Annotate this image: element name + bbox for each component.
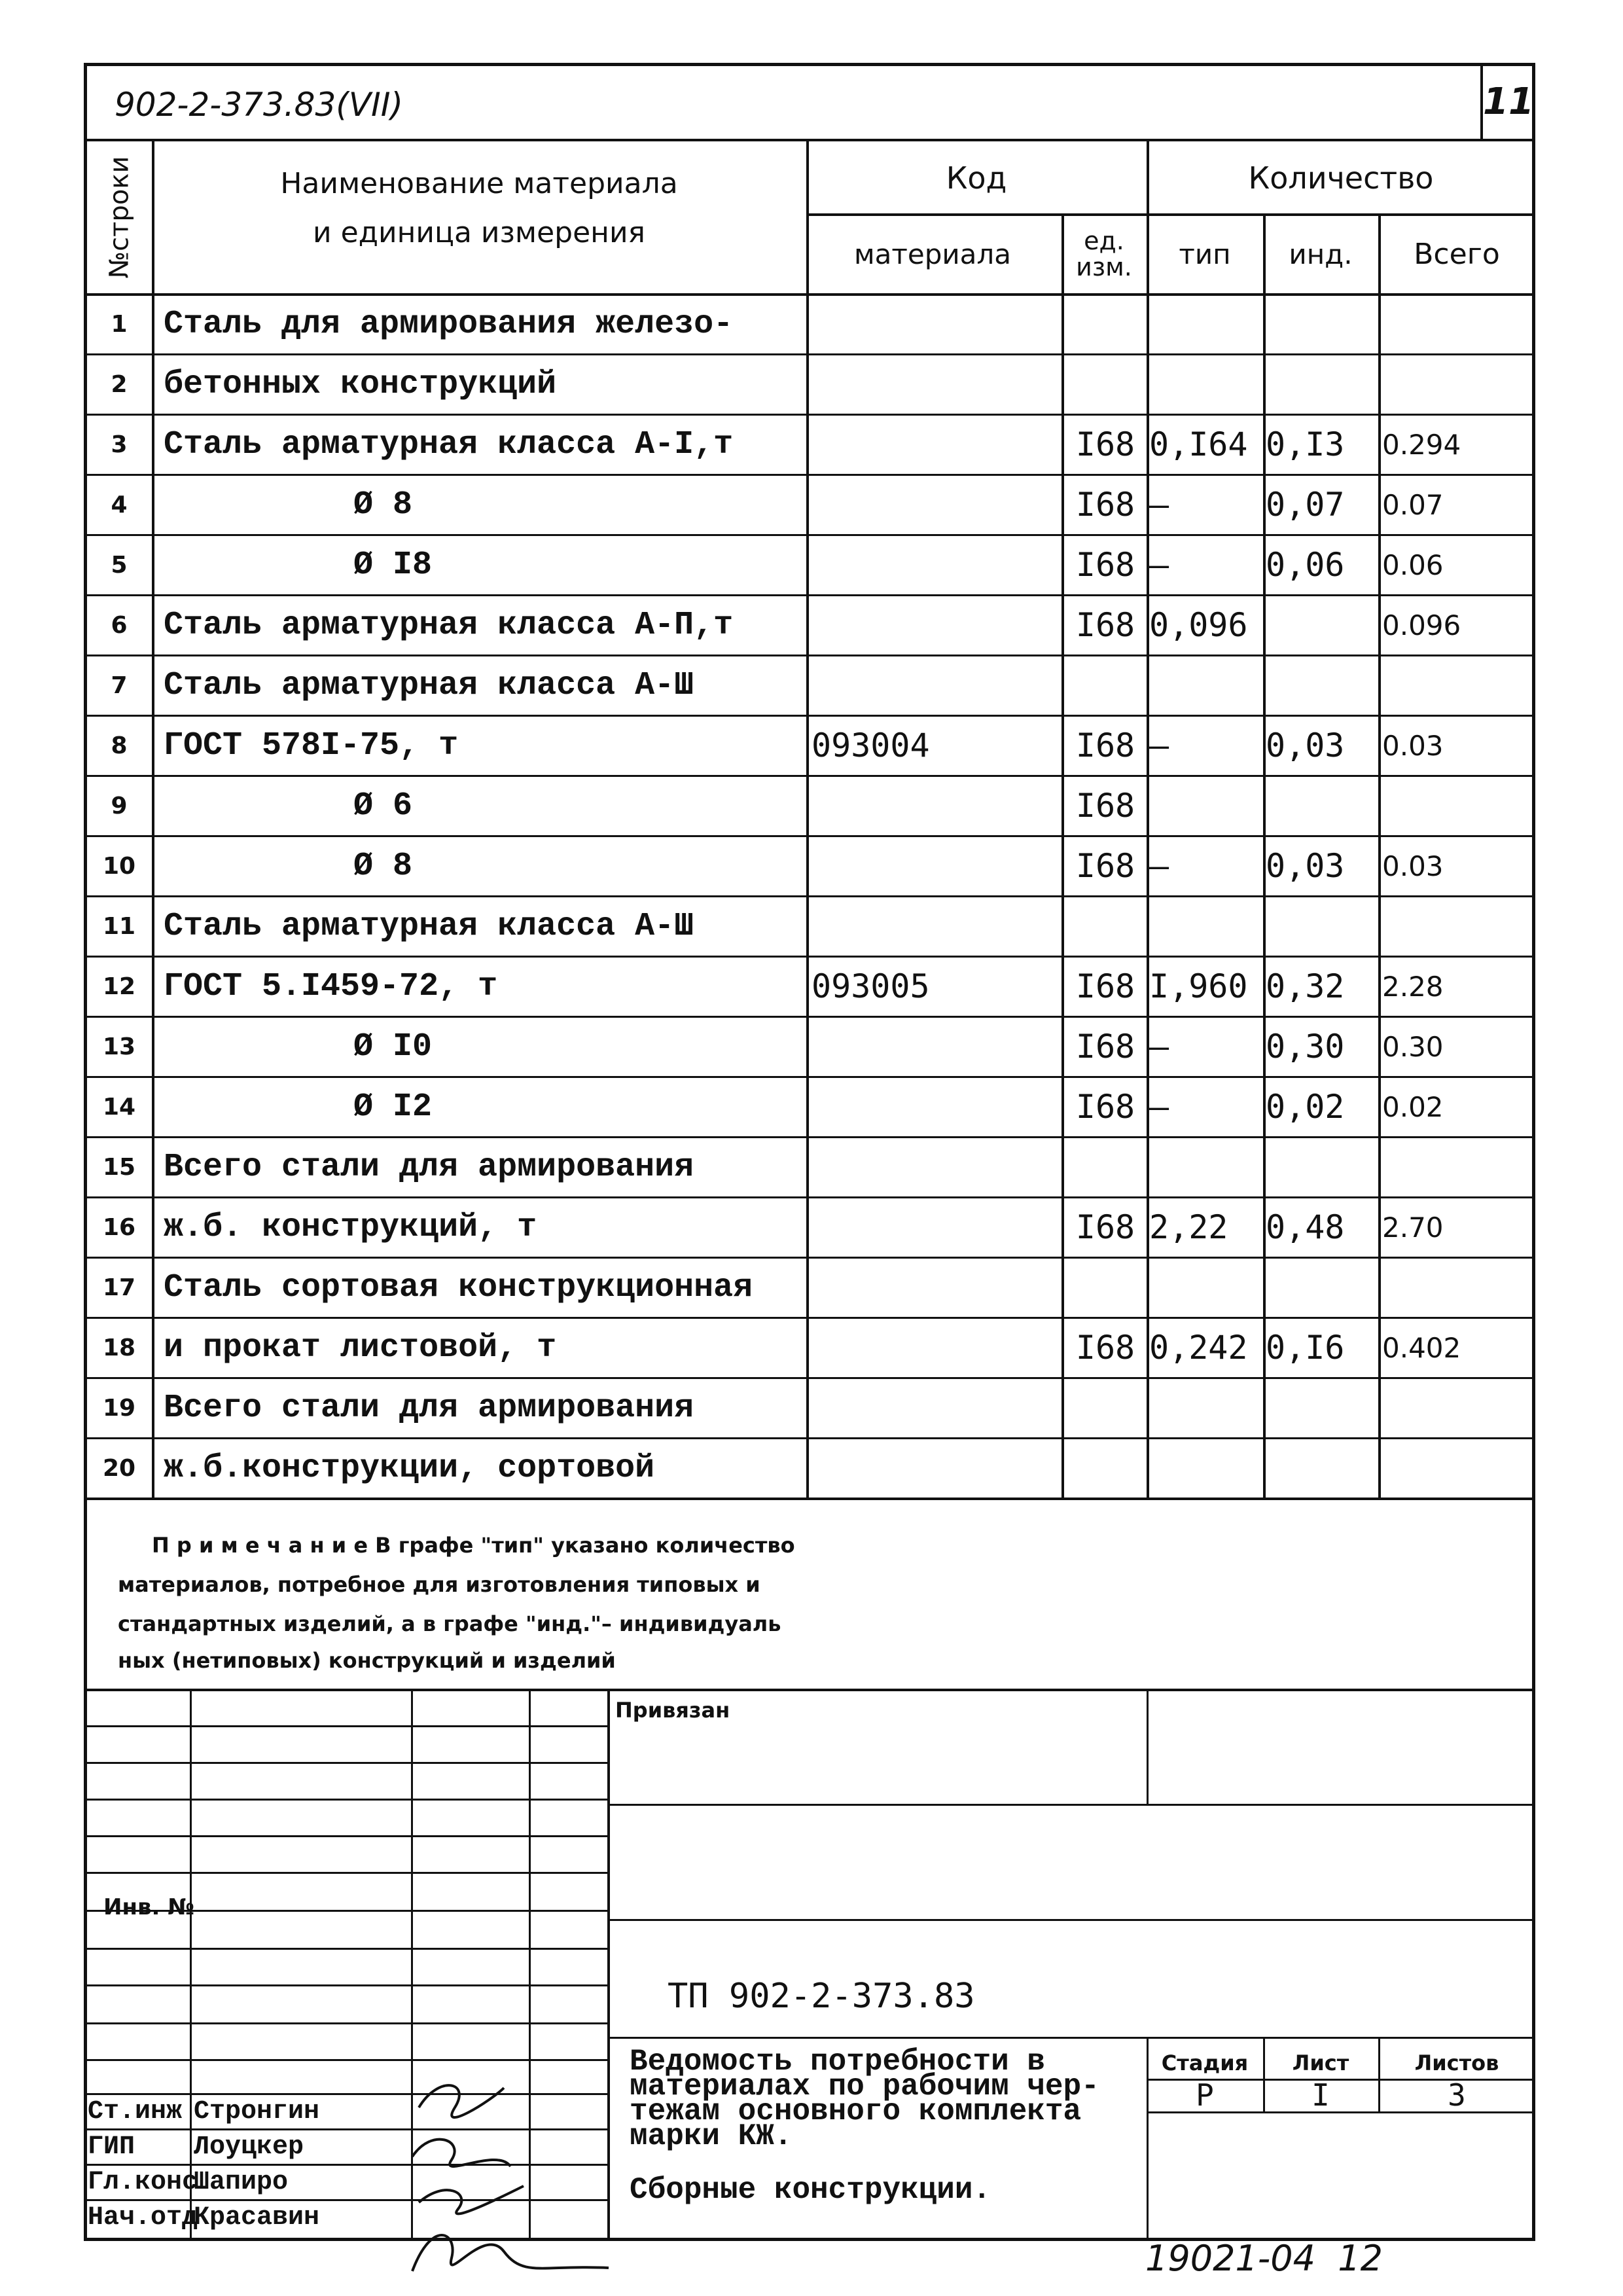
row-15-code-cell (812, 1139, 1060, 1195)
grid-line (84, 1076, 1535, 1078)
sheets-value: 3 (1448, 2077, 1466, 2113)
grid-line (84, 1257, 1535, 1259)
row-12-typ-cell: I,960 (1149, 967, 1248, 1005)
row-11-no-cell: 11 (102, 912, 136, 940)
row-4-unit-cell: I68 (1075, 486, 1135, 524)
row-19-unit-cell (1064, 1380, 1147, 1436)
row-9-typ-cell (1149, 778, 1263, 834)
row-2-name-cell: бетонных конструкций (164, 365, 557, 403)
row-18-ind-cell: 0,I6 (1266, 1329, 1345, 1367)
row-5-unit-cell: I68 (1075, 546, 1135, 584)
row-12-no-cell: 12 (102, 973, 136, 1000)
signer-role: Нач.отд (88, 2202, 198, 2233)
row-5-name-cell: Ø I8 (353, 546, 433, 584)
row-11-total-cell (1382, 898, 1533, 954)
row-17-no-cell: 17 (102, 1274, 136, 1301)
row-15-no-cell: 15 (102, 1153, 136, 1181)
grid-line (84, 956, 1535, 958)
row-20-total-cell (1382, 1440, 1533, 1496)
row-6-ind-cell (1266, 597, 1378, 653)
signer-name: Красавин (194, 2202, 320, 2233)
row-7-code-cell (812, 657, 1060, 713)
signer-role: ГИП (88, 2132, 135, 2162)
row-15-typ-cell (1149, 1139, 1263, 1195)
grid-line (84, 655, 1535, 656)
grid-line (84, 835, 1535, 837)
grid-line (84, 1136, 1535, 1138)
col-unit-header: ед. изм. (1076, 226, 1132, 281)
grid-line (84, 1016, 1535, 1018)
row-11-ind-cell (1266, 898, 1378, 954)
col-typ-header: тип (1179, 238, 1231, 270)
row-16-unit-cell: I68 (1075, 1208, 1135, 1246)
page-number: 11 (1483, 80, 1534, 123)
row-8-typ-cell: – (1149, 726, 1169, 764)
row-4-ind-cell: 0,07 (1266, 486, 1345, 524)
row-3-total-cell: 0.294 (1382, 428, 1461, 461)
row-4-code-cell (812, 476, 1060, 533)
stamp-line (1147, 1689, 1149, 1804)
row-8-no-cell: 8 (111, 732, 128, 759)
row-2-no-cell: 2 (111, 370, 128, 398)
privyazan-label: Привязан (615, 1698, 730, 1723)
grid-line (1378, 213, 1381, 1498)
sheet-title-line-1: Ведомость потребности в (630, 2045, 1045, 2079)
row-3-code-cell (812, 416, 1060, 473)
signer-role: Ст.инж (88, 2096, 183, 2126)
row-8-unit-cell: I68 (1075, 726, 1135, 764)
col-name-header-line1: Наименование материала (280, 166, 678, 200)
row-19-typ-cell (1149, 1380, 1263, 1436)
row-16-total-cell: 2.70 (1382, 1211, 1444, 1244)
grid-line (84, 534, 1535, 536)
row-7-no-cell: 7 (111, 672, 128, 699)
row-6-total-cell: 0.096 (1382, 609, 1461, 641)
col-material-header: материала (853, 238, 1011, 270)
archive-number: 19021-04 12 (1145, 2237, 1383, 2279)
row-9-name-cell: Ø 6 (353, 787, 413, 825)
row-17-unit-cell (1064, 1259, 1147, 1316)
row-10-total-cell: 0.03 (1382, 850, 1444, 882)
row-4-total-cell: 0.07 (1382, 488, 1444, 521)
row-4-name-cell: Ø 8 (353, 486, 413, 524)
row-19-name-cell: Всего стали для армирования (164, 1389, 694, 1427)
row-1-name-cell: Сталь для армирования железо- (164, 305, 734, 343)
row-11-typ-cell (1149, 898, 1263, 954)
sheet-title-line-5: Сборные конструкции. (630, 2173, 991, 2207)
row-1-ind-cell (1266, 296, 1378, 352)
row-7-name-cell: Сталь арматурная класса А-Ш (164, 666, 694, 704)
grid-line (84, 775, 1535, 777)
row-14-typ-cell: – (1149, 1088, 1169, 1126)
row-14-no-cell: 14 (102, 1093, 136, 1121)
row-1-typ-cell (1149, 296, 1263, 352)
row-18-no-cell: 18 (102, 1334, 136, 1361)
row-5-code-cell (812, 537, 1060, 593)
row-10-ind-cell: 0,03 (1266, 847, 1345, 885)
sheets-label: Листов (1414, 2051, 1499, 2075)
row-14-total-cell: 0.02 (1382, 1090, 1444, 1123)
grid-line (84, 1498, 1535, 1500)
row-16-typ-cell: 2,22 (1149, 1208, 1228, 1246)
header-divider (84, 139, 1535, 141)
row-13-no-cell: 13 (102, 1033, 136, 1060)
row-13-name-cell: Ø I0 (353, 1028, 433, 1066)
row-6-typ-cell: 0,096 (1149, 606, 1248, 644)
sheet-title-line-3: тежам основного комплекта (630, 2094, 1082, 2128)
row-13-total-cell: 0.30 (1382, 1030, 1444, 1063)
row-9-total-cell (1382, 778, 1533, 834)
row-5-ind-cell: 0,06 (1266, 546, 1345, 584)
grid-line (84, 1437, 1535, 1439)
row-19-ind-cell (1266, 1380, 1378, 1436)
row-3-ind-cell: 0,I3 (1266, 425, 1345, 463)
row-17-total-cell (1382, 1259, 1533, 1316)
row-20-no-cell: 20 (102, 1454, 136, 1482)
row-16-no-cell: 16 (102, 1213, 136, 1241)
row-17-name-cell: Сталь сортовая конструкционная (164, 1268, 753, 1306)
row-8-ind-cell: 0,03 (1266, 726, 1345, 764)
row-6-unit-cell: I68 (1075, 606, 1135, 644)
inventory-number-label: Инв. № (103, 1894, 195, 1920)
row-8-total-cell: 0.03 (1382, 729, 1444, 762)
row-2-ind-cell (1266, 356, 1378, 412)
row-7-typ-cell (1149, 657, 1263, 713)
row-10-code-cell (812, 838, 1060, 894)
grid-line (84, 414, 1535, 416)
row-14-code-cell (812, 1079, 1060, 1135)
row-7-total-cell (1382, 657, 1533, 713)
row-12-name-cell: ГОСТ 5.I459-72, т (164, 967, 498, 1005)
row-17-code-cell (812, 1259, 1060, 1316)
row-10-no-cell: 10 (102, 852, 136, 880)
col-ind-header: инд. (1289, 238, 1353, 270)
row-11-name-cell: Сталь арматурная класса А-Ш (164, 907, 694, 945)
row-15-unit-cell (1064, 1139, 1147, 1195)
row-15-ind-cell (1266, 1139, 1378, 1195)
row-2-typ-cell (1149, 356, 1263, 412)
row-3-no-cell: 3 (111, 431, 128, 458)
row-16-ind-cell: 0,48 (1266, 1208, 1345, 1246)
grid-line (84, 594, 1535, 596)
row-5-total-cell: 0.06 (1382, 548, 1444, 581)
row-11-code-cell (812, 898, 1060, 954)
stage-label: Стадия (1161, 2051, 1249, 2075)
row-12-ind-cell: 0,32 (1266, 967, 1345, 1005)
grid-line (152, 139, 154, 1498)
row-17-ind-cell (1266, 1259, 1378, 1316)
row-15-name-cell: Всего стали для армирования (164, 1148, 694, 1186)
row-13-typ-cell: – (1149, 1028, 1169, 1066)
row-7-ind-cell (1266, 657, 1378, 713)
row-12-code-cell: 093005 (812, 967, 930, 1005)
row-2-unit-cell (1064, 356, 1147, 412)
row-8-code-cell: 093004 (812, 726, 930, 764)
grid-line (84, 474, 1535, 476)
note-line-3: стандартных изделий, а в графе "инд."– индивидуаль (118, 1611, 781, 1636)
col-name-header-line2: и единица измерения (312, 215, 646, 249)
row-1-unit-cell (1064, 296, 1147, 352)
row-12-unit-cell: I68 (1075, 967, 1135, 1005)
signer-name: Стронгин (194, 2096, 320, 2126)
stamp-line (190, 1689, 192, 2241)
signer-name: Лоуцкер (194, 2132, 304, 2162)
col-quantity-header: Количество (1248, 160, 1434, 196)
note-line-2: материалов, потребное для изготовления типовых и (118, 1572, 760, 1597)
row-2-code-cell (812, 356, 1060, 412)
row-6-name-cell: Сталь арматурная класса А-П,т (164, 606, 734, 644)
row-13-code-cell (812, 1018, 1060, 1075)
row-16-name-cell: ж.б. конструкций, т (164, 1208, 537, 1246)
stamp-line (84, 1689, 1535, 1691)
row-1-no-cell: 1 (111, 310, 128, 338)
row-10-name-cell: Ø 8 (353, 847, 413, 885)
stage-value: Р (1196, 2077, 1214, 2113)
row-13-ind-cell: 0,30 (1266, 1028, 1345, 1066)
row-13-unit-cell: I68 (1075, 1028, 1135, 1066)
row-15-total-cell (1382, 1139, 1533, 1195)
project-code: ТП 902-2-373.83 (668, 1977, 975, 2016)
grid-line (806, 139, 809, 1498)
signer-name: Шапиро (194, 2167, 289, 2197)
sheet-label: Лист (1292, 2051, 1349, 2075)
sheet-title-line-4: марки КЖ. (630, 2119, 793, 2153)
row-3-name-cell: Сталь арматурная класса А-I,т (164, 425, 734, 463)
row-19-no-cell: 19 (102, 1394, 136, 1422)
row-14-ind-cell: 0,02 (1266, 1088, 1345, 1126)
row-19-code-cell (812, 1380, 1060, 1436)
row-16-code-cell (812, 1199, 1060, 1255)
stamp-line (607, 1919, 1535, 1921)
row-20-code-cell (812, 1440, 1060, 1496)
grid-line (84, 1377, 1535, 1379)
row-12-total-cell: 2.28 (1382, 970, 1444, 1003)
signature-scribbles (393, 2068, 628, 2284)
row-1-total-cell (1382, 296, 1533, 352)
row-8-name-cell: ГОСТ 578I-75, т (164, 726, 459, 764)
grid-line (84, 715, 1535, 717)
col-total-header: Всего (1414, 237, 1500, 271)
row-6-no-cell: 6 (111, 611, 128, 639)
stamp-line (607, 2037, 1535, 2039)
row-3-unit-cell: I68 (1075, 425, 1135, 463)
grid-line (84, 1317, 1535, 1319)
note-line-1: П р и м е ч а н и е В графе "тип" указано количество (152, 1533, 795, 1558)
row-6-code-cell (812, 597, 1060, 653)
row-7-unit-cell (1064, 657, 1147, 713)
row-2-total-cell (1382, 356, 1533, 412)
row-18-total-cell: 0.402 (1382, 1331, 1461, 1364)
row-9-unit-cell: I68 (1075, 787, 1135, 825)
row-3-typ-cell: 0,I64 (1149, 425, 1248, 463)
row-20-ind-cell (1266, 1440, 1378, 1496)
row-14-unit-cell: I68 (1075, 1088, 1135, 1126)
row-20-typ-cell (1149, 1440, 1263, 1496)
row-9-code-cell (812, 778, 1060, 834)
doc-code: 902-2-373.83(VII) (115, 86, 403, 124)
row-5-typ-cell: – (1149, 546, 1169, 584)
row-18-code-cell (812, 1319, 1060, 1376)
row-9-ind-cell (1266, 778, 1378, 834)
row-4-typ-cell: – (1149, 486, 1169, 524)
row-10-unit-cell: I68 (1075, 847, 1135, 885)
row-17-typ-cell (1149, 1259, 1263, 1316)
row-18-typ-cell: 0,242 (1149, 1329, 1248, 1367)
row-1-code-cell (812, 296, 1060, 352)
row-14-name-cell: Ø I2 (353, 1088, 433, 1126)
row-11-unit-cell (1064, 898, 1147, 954)
row-20-name-cell: ж.б.конструкции, сортовой (164, 1449, 655, 1487)
grid-line (84, 353, 1535, 355)
row-9-no-cell: 9 (111, 792, 128, 819)
sheet-value: I (1311, 2077, 1330, 2113)
sheet-title-line-2: материалах по рабочим чер- (630, 2070, 1099, 2104)
row-18-name-cell: и прокат листовой, т (164, 1329, 557, 1367)
col-code-header: Код (946, 160, 1007, 196)
row-4-no-cell: 4 (111, 491, 128, 518)
grid-line (84, 895, 1535, 897)
row-19-total-cell (1382, 1380, 1533, 1436)
row-5-no-cell: 5 (111, 551, 128, 579)
note-line-4: ных (нетиповых) конструкций и изделий (118, 1648, 616, 1673)
row-18-unit-cell: I68 (1075, 1329, 1135, 1367)
row-20-unit-cell (1064, 1440, 1147, 1496)
signer-role: Гл.конс (88, 2167, 198, 2197)
row-10-typ-cell: – (1149, 847, 1169, 885)
col-row-no-header: №строки (104, 156, 135, 279)
stamp-line (607, 1804, 1535, 1806)
grid-line (84, 1196, 1535, 1198)
